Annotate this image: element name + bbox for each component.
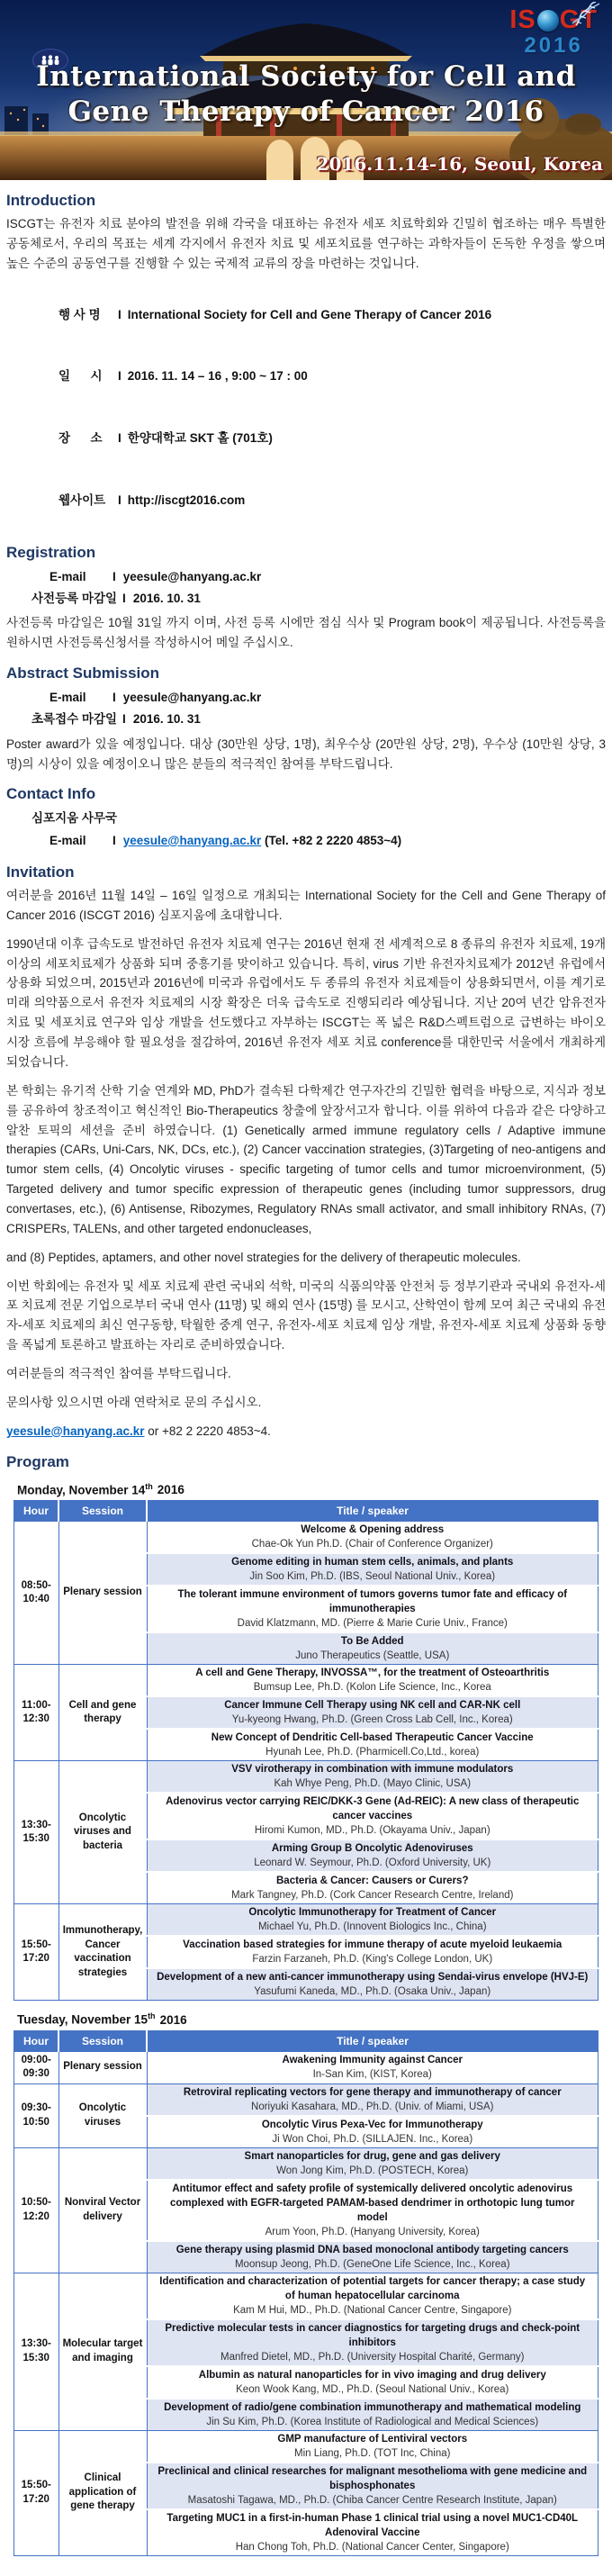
poster-award-note: Poster award가 있을 예정입니다. 대상 (30만원 상당, 1명), 최우수상 (20만원 상당, 2명), 우수상 (10만원 상당, 3명)의 시상이 있을 예정이오니 많은 분들의 적극적인 참여를 부탁드립니다.: [6, 737, 606, 771]
hour-cell: 09:30-10:50: [14, 2083, 59, 2147]
logo-letters-left: IS: [509, 5, 536, 34]
program-row: [14, 1665, 598, 1697]
talk-title: Arming Group B Oncolytic Adenoviruses: [271, 1843, 473, 1855]
hour-cell: 15:50-17:20: [14, 2430, 59, 2555]
event-name-row: [32, 285, 606, 347]
invitation-heading: Invitation: [6, 863, 75, 881]
event-name-value: International Society for Cell and Gene Therapy of Cancer 2016: [127, 307, 492, 321]
email-label: E-mail: [50, 833, 86, 847]
globe-icon: [537, 10, 559, 32]
invitation-email-link[interactable]: yeesule@hanyang.ac.kr: [6, 1424, 145, 1438]
talk-title: GMP manufacture of Lentiviral vectors: [277, 2433, 468, 2445]
talk-title: Bacteria & Cancer: Causers or Curers?: [276, 1876, 469, 1887]
talk-cell: [147, 2319, 598, 2366]
talk-title: Development of radio/gene combination immunotherapy and mathematical modeling: [164, 2401, 581, 2413]
talk-cell: [147, 2180, 598, 2241]
talk-speaker: Ji Won Choi, Ph.D. (SILLAJEN. Inc., Korea): [272, 2133, 473, 2145]
separator: I: [112, 833, 116, 847]
talk-cell: [147, 1904, 598, 1937]
talk-cell: [147, 1553, 598, 1586]
contact-phone: (Tel. +82 2 2220 4853~4): [265, 833, 402, 847]
contact-email-row: [50, 830, 606, 852]
registration-deadline-row: [32, 588, 606, 610]
talk-cell: [147, 1522, 598, 1554]
talk-speaker: Mark Tangney, Ph.D. (Cork Cancer Research Centre, Ireland): [231, 1890, 514, 1902]
hour-cell: 08:50-10:40: [14, 1522, 59, 1665]
invitation-paragraph: 문의사항 있으시면 아래 연락처로 문의 주십시오.: [6, 1395, 262, 1409]
column-header-session: Session: [58, 1501, 147, 1522]
event-venue-value: 한양대학교 SKT 홀 (701호): [127, 431, 273, 446]
day-label-monday: Monday, November 14th 2016: [17, 1481, 184, 1497]
talk-title: Welcome & Opening address: [301, 1524, 445, 1536]
event-website-label: 웹사이트: [58, 493, 106, 507]
abstract-deadline-row: [32, 709, 606, 730]
flyer-body: [0, 192, 612, 2576]
logo-letters-right: GT: [559, 5, 598, 34]
column-header-title-speaker: Title / speaker: [147, 2030, 598, 2051]
talk-cell: [147, 2430, 598, 2463]
talk-speaker: Hyunah Lee, Ph.D. (Pharmicell.Co,Ltd., korea): [266, 1747, 480, 1758]
separator: I: [118, 369, 122, 384]
talk-title: Vaccination based strategies for immune therapy of acute myeloid leukaemia: [183, 1939, 562, 1951]
column-header-hour: Hour: [14, 1501, 59, 1522]
invitation-paragraph: 여러분들의 적극적인 참여를 부탁드립니다.: [6, 1366, 231, 1380]
talk-cell: [147, 1761, 598, 1794]
talk-title: A cell and Gene Therapy, INVOSSA™, for the treatment of Osteoarthritis: [195, 1668, 550, 1679]
registration-deadline-label: 사전등록 마감일: [32, 592, 118, 606]
program-row: [14, 2273, 598, 2319]
talk-title: Albumin as natural nanoparticles for in vivo imaging and drug delivery: [198, 2369, 546, 2381]
talk-title: Retroviral replicating vectors for gene therapy and immunotherapy of cancer: [183, 2086, 562, 2098]
website-url[interactable]: http://iscgt2016.com: [127, 493, 246, 507]
talk-title: Smart nanoparticles for drug, gene and gas delivery: [244, 2150, 500, 2162]
program-row: [14, 1761, 598, 1794]
talk-speaker: Won Jong Kim, Ph.D. (POSTECH, Korea): [276, 2165, 469, 2176]
email-label: E-mail: [50, 691, 86, 705]
talk-speaker: Min Liang, Ph.D. (TOT Inc, China): [294, 2447, 451, 2459]
separator: I: [118, 307, 122, 321]
talk-title: Targeting MUC1 in a first-in-human Phase 1 clinical trial using a novel MUC1-CD40L Adenoviral Vaccine: [166, 2512, 579, 2538]
talk-cell: [147, 2399, 598, 2431]
program-heading: Program: [6, 1452, 69, 1470]
event-date-label: 일 시: [58, 369, 103, 384]
talk-speaker: Moonsup Jeong, Ph.D. (GeneOne Life Science, Inc., Korea): [234, 2258, 510, 2270]
abstract-heading: Abstract Submission: [6, 664, 160, 682]
separator: I: [118, 493, 122, 507]
hour-cell: 11:00-12:30: [14, 1665, 59, 1761]
talk-cell: [147, 1936, 598, 1968]
talk-cell: [147, 2273, 598, 2319]
registration-email-row: [50, 566, 606, 588]
talk-title: New Concept of Dendritic Cell-based Therapeutic Cancer Vaccine: [211, 1732, 534, 1744]
talk-speaker: Bumsup Lee, Ph.D. (Kolon Life Science, Inc., Korea: [253, 1682, 491, 1694]
hour-cell: 10:50-12:20: [14, 2147, 59, 2273]
talk-title: Awakening Immunity against Cancer: [282, 2055, 463, 2066]
talk-cell: [147, 2509, 598, 2556]
column-header-hour: Hour: [14, 2030, 59, 2051]
email-label: E-mail: [50, 569, 86, 583]
session-cell: Oncolytic viruses and bacteria: [58, 1761, 147, 1904]
program-row: [14, 2083, 598, 2116]
talk-title: The tolerant immune environment of tumors governs tumor fate and efficacy of immunotherapies: [177, 1589, 568, 1615]
program-row: [14, 2147, 598, 2180]
talk-speaker: Leonard W. Seymour, Ph.D. (Oxford University, UK): [254, 1857, 491, 1869]
invitation-paragraph: 이번 학회에는 유전자 및 세포 치료제 관련 국내외 석학, 미국의 식품의약품 안전처 등 정부기관과 국내외 유전자-세포 치료제 전문 기업으로부터 국내 연사 (11명) 및 해외 연사 (15명) 를 모시고, 산학연이 함께 모여 최근 국내외 유전자-세포 치료제의 최신 연구동향, 탁월한 중계 연구, 유전자-세포 치료제 임상 개발, 유전자-세포 치료제 상품화 동향을 폭넓게 토론하고 발표하는 자리로 준비하였습니다.: [6, 1279, 606, 1352]
conference-date-location: 2016.11.14-16, Seoul, Korea: [316, 153, 603, 175]
talk-cell: [147, 2366, 598, 2399]
banner: [0, 0, 612, 180]
separator: I: [122, 712, 126, 727]
program-row: [14, 1904, 598, 1937]
talk-title: Genome editing in human stem cells, animals, and plants: [231, 1557, 514, 1568]
column-header-title-speaker: Title / speaker: [147, 1501, 598, 1522]
talk-speaker: David Klatzmann, MD. (Pierre & Marie Curie Univ., France): [237, 1618, 508, 1630]
registration-email[interactable]: yeesule@hanyang.ac.kr: [122, 569, 262, 583]
talk-cell: [147, 2241, 598, 2273]
invitation-paragraph: and (8) Peptides, aptamers, and other novel strategies for the delivery of therapeutic molecules.: [6, 1250, 521, 1264]
talk-cell: [147, 1968, 598, 2001]
conference-title-line2: Gene Therapy of Cancer 2016: [68, 95, 544, 128]
talk-speaker: Farzin Farzaneh, Ph.D. (King's College London, UK): [252, 1954, 493, 1966]
session-cell: Oncolytic viruses: [58, 2083, 147, 2147]
invitation-contact-line: [6, 1422, 606, 1442]
hour-cell: 13:30-15:30: [14, 2273, 59, 2430]
talk-speaker: Michael Yu, Ph.D. (Innovent Biologics Inc., China): [257, 1921, 487, 1933]
event-name-label: 행 사 명: [58, 307, 101, 321]
session-cell: Plenary session: [58, 2051, 147, 2083]
talk-cell: [147, 1632, 598, 1665]
day-label-tuesday: Tuesday, November 15th 2016: [17, 2011, 187, 2027]
talk-cell: [147, 2147, 598, 2180]
talk-title: Gene therapy using plasmid DNA based monoclonal antibody targeting cancers: [176, 2244, 569, 2255]
talk-cell: [147, 1665, 598, 1697]
program-table-monday: [14, 1500, 598, 2001]
talk-cell: [147, 1872, 598, 1904]
contact-heading: Contact Info: [6, 785, 96, 803]
session-cell: Molecular target and imaging: [58, 2273, 147, 2430]
talk-speaker: Keon Wook Kang, MD., Ph.D. (Seoul National Univ., Korea): [236, 2383, 509, 2395]
event-venue-label: 장 소: [58, 431, 103, 446]
session-cell: Clinical application of gene therapy: [58, 2430, 147, 2555]
talk-speaker: Yu-kyeong Hwang, Ph.D. (Green Cross Lab Cell, Inc., Korea): [231, 1714, 513, 1726]
contact-email-link[interactable]: yeesule@hanyang.ac.kr: [122, 833, 262, 847]
talk-speaker: Hiromi Kumon, MD., Ph.D. (Okayama Univ., Japan): [254, 1825, 490, 1837]
session-cell: Nonviral Vector delivery: [58, 2147, 147, 2273]
invitation-paragraph: 1990년대 이후 급속도로 발전하던 유전자 치료제 연구는 2016년 현재 전 세계적으로 8 종류의 유전자 치료제, 19개 이상의 세포치료제가 상품화 되며 중흥기를 맞이하고 있습니다. 특히, virus 기반 유전자치료제가 2012년 유럽에서 상용화 되었으며, 2015년과 2016년에 미국과 유럽에서도 두 종류의 유전자 치료제들이 상용화되면서, 이를 계기로 미래 의약품으로서 유전자 치료제의 시장 확장은 더욱 급속도로 진행되리라 예상됩니다. 지난 20여 년간 암유전자치료 및 세포치료 연구와 임상 개발을 선도했다고 자부하는 ISCGT는 폭 넓은 R&D스펙트럼으로 급변하는 바이오 시장 흐름에 부응해야 할 필요성을 절감하여, 2016년 유전자 세포 치료 conference를 대한민국 서울에서 개최하게 되었습니다.: [6, 936, 606, 1069]
dna-helix-icon: [571, 2, 601, 32]
talk-speaker: Kam M Hui, MD., Ph.D. (National Cancer Centre, Singapore): [233, 2304, 512, 2316]
iscgt-2016-logo: [509, 7, 598, 57]
separator: I: [118, 431, 122, 446]
logo-year: 2016: [524, 33, 583, 58]
talk-title: Antitumor effect and safety profile of systemically delivered oncolytic adenovirus complexed with EGFR-targeted PAMAM-based dendrimer in orthotopic lung tumor model: [169, 2183, 575, 2223]
talk-speaker: Jin Su Kim, Ph.D. (Korea Institute of Radiological and Medical Sciences): [206, 2416, 539, 2427]
program-table-tuesday: [14, 2030, 598, 2556]
talk-title: Adenovirus vector carrying REIC/DKK-3 Gene (Ad-REIC): A new class of therapeutic cancer vaccines: [166, 1796, 580, 1822]
conference-title: [0, 59, 612, 130]
talk-speaker: Chae-Ok Yun Ph.D. (Chair of Conference Organizer): [251, 1539, 493, 1550]
talk-speaker: Arum Yoon, Ph.D. (Hanyang University, Korea): [265, 2226, 480, 2237]
abstract-email[interactable]: yeesule@hanyang.ac.kr: [122, 691, 262, 705]
column-header-session: Session: [58, 2030, 147, 2051]
event-date-row: [32, 346, 606, 408]
talk-title: Predictive molecular tests in cancer diagnostics for targeting drugs and check-point inhibitors: [165, 2322, 580, 2348]
talk-title: Identification and characterization of potential targets for cancer therapy; a case study of human hepatocellular carcinoma: [159, 2275, 586, 2301]
invitation-paragraph: 여러분을 2016년 11월 14일 – 16일 일정으로 개최되는 International Society for the Cell and Gene Therapy of Cancer 2016 (ISCGT 2016) 심포지움에 초대합니다.: [6, 889, 606, 922]
talk-cell: [147, 2083, 598, 2116]
abstract-email-row: [50, 687, 606, 709]
talk-speaker: Masatoshi Tagawa, MD., Ph.D. (Chiba Cancer Centre Research Institute, Japan): [187, 2494, 557, 2506]
registration-deadline-value: 2016. 10. 31: [132, 592, 201, 606]
event-date-value: 2016. 11. 14 – 16 , 9:00 ~ 17 : 00: [127, 369, 308, 384]
program-row: [14, 1522, 598, 1554]
session-cell: Immunotherapy, Cancer vaccination strategies: [58, 1904, 147, 2001]
event-details: [32, 285, 606, 532]
registration-note: 사전등록 마감일은 10월 31일 까지 이며, 사전 등록 시에만 점심 식사 및 Program book이 제공됩니다. 사전등록을 원하시면 사전등록신청서를 작성하시어 메일 주십시오.: [6, 616, 606, 650]
talk-title: VSV virotherapy in combination with immune modulators: [231, 1764, 514, 1776]
talk-cell: [147, 1839, 598, 1872]
hour-cell: 15:50-17:20: [14, 1904, 59, 2001]
talk-speaker: In-San Kim, (KIST, Korea): [312, 2069, 432, 2081]
program-row: [14, 2430, 598, 2463]
hour-cell: 13:30-15:30: [14, 1761, 59, 1904]
separator: I: [112, 569, 116, 583]
talk-cell: [147, 2463, 598, 2509]
invitation-phone: or +82 2 2220 4853~4.: [144, 1424, 271, 1438]
registration-heading: Registration: [6, 543, 96, 561]
abstract-deadline-value: 2016. 10. 31: [132, 712, 201, 727]
talk-cell: [147, 1729, 598, 1761]
talk-speaker: Manfred Dietel, MD., Ph.D. (University Hospital Charité, Germany): [220, 2351, 525, 2363]
event-website-row: [32, 470, 606, 532]
hour-cell: 09:00-09:30: [14, 2051, 59, 2083]
talk-speaker: Kah Whye Peng, Ph.D. (Mayo Clinic, USA): [274, 1778, 472, 1790]
talk-cell: [147, 1696, 598, 1729]
contact-organization: 심포지움 사무국: [32, 811, 118, 826]
talk-title: Cancer Immune Cell Therapy using NK cell and CAR-NK cell: [224, 1700, 521, 1712]
talk-speaker: Noriyuki Kasahara, MD., Ph.D. (Univ. of Miami, USA): [251, 2101, 494, 2112]
session-cell: Plenary session: [58, 1522, 147, 1665]
program-row: [14, 2051, 598, 2083]
talk-cell: [147, 1586, 598, 1632]
talk-cell: [147, 2116, 598, 2148]
invitation-paragraph: 본 학회는 유기적 산학 기술 연계와 MD, PhD가 결속된 다학제간 연구자간의 긴밀한 협력을 바탕으로, 지식과 정보를 공유하여 창조적이고 혁신적인 Bio-Therapeutics 창출에 앞장서고자 합니다. 이를 위하여 다음과 같은 다양하고 알찬 토픽의 세션을 준비 하였습니다. (1) Genetically armed immune regulatory cells / Adaptive immune therapies (CARs, Uni-Cars, NK, DCs, etc.), (2) Cancer vaccination strategies, (3)Targeting of neo-antigens and tumor stem cells, (4) Oncolytic viruses - specific targeting of tumor cells and tumor microenvironment, (5) Targeted delivery and tumor specific expression of therapeutic genes (including tumor suppressors, drug convertases, etc.), (6) Antisense, Ribozymes, Regulatory RNAs small activator, and small inhibitory RNAs, (7) CRISPERs, TALENs, and other targeted endonucleases,: [6, 1083, 606, 1235]
session-cell: Cell and gene therapy: [58, 1665, 147, 1761]
separator: I: [122, 592, 126, 606]
conference-title-line1: International Society for Cell and: [36, 60, 576, 93]
talk-title: To Be Added: [340, 1636, 404, 1648]
talk-cell: [147, 2051, 598, 2083]
talk-title: Development of a new anti-cancer immunotherapy using Sendai-virus envelope (HVJ-E): [157, 1972, 589, 1984]
talk-title: Preclinical and clinical researches for malignant mesothelioma with gene medicine and bisphosphonates: [158, 2465, 588, 2491]
introduction-text: ISCGT는 유전자 치료 분야의 발전을 위해 각국을 대표하는 유전자 세포 치료학회와 긴밀히 협조하는 매우 특별한 공동체로서, 우리의 목표는 세계 각지에서 유전자 치료 및 세포치료를 연구하는 과학자들이 돈독한 우정을 쌓으며 높은 수준의 공동연구를 진행할 수 있는 국제적 교류의 장을 마련하는 것입니다.: [6, 217, 606, 270]
talk-speaker: Jin Soo Kim, Ph.D. (IBS, Seoul National Univ., Korea): [249, 1571, 496, 1583]
talk-title: Oncolytic Immunotherapy for Treatment of Cancer: [248, 1907, 497, 1919]
separator: I: [112, 691, 116, 705]
talk-speaker: Han Chong Toh, Ph.D. (National Cancer Center, Singapore): [235, 2541, 509, 2553]
introduction-heading: Introduction: [6, 192, 96, 209]
talk-cell: [147, 1793, 598, 1839]
event-venue-row: [32, 408, 606, 470]
talk-speaker: Yasufumi Kaneda, MD., Ph.D. (Osaka Univ., Japan): [254, 1986, 491, 1998]
abstract-deadline-label: 초록접수 마감일: [32, 712, 118, 727]
talk-title: Oncolytic Virus Pexa-Vec for Immunotherapy: [261, 2119, 483, 2130]
talk-speaker: Juno Therapeutics (Seattle, USA): [295, 1650, 450, 1662]
